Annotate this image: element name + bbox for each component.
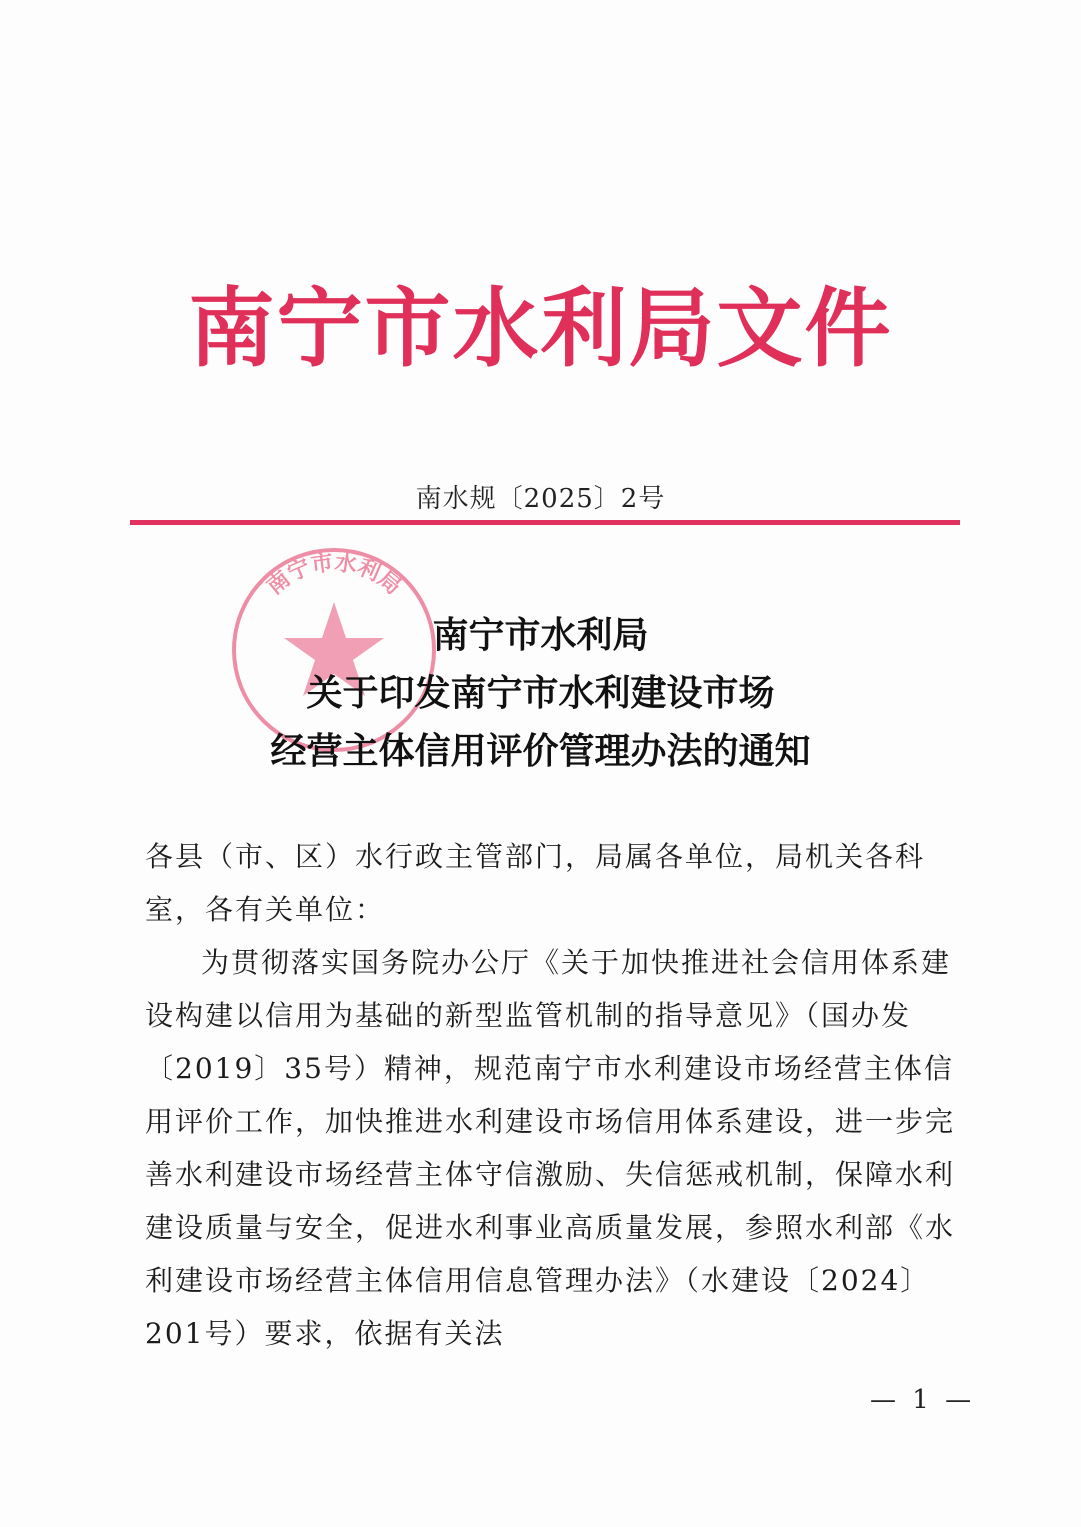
notice-title xyxy=(0,606,1081,780)
notice-title-line-1: 南宁市水利局 xyxy=(432,614,649,656)
red-divider-line xyxy=(130,520,960,525)
document-number: 南水规〔2025〕2号 xyxy=(415,484,666,514)
svg-text:南宁市水利局: 南宁市水利局 xyxy=(261,549,407,600)
document-body xyxy=(145,830,965,1360)
notice-title-line-2: 关于印发南宁市水利建设市场 xyxy=(306,672,775,714)
document-header-title: 南宁市水利局文件 xyxy=(188,278,893,379)
notice-title-line-3: 经营主体信用评价管理办法的通知 xyxy=(270,730,811,772)
page-number: — 1 — xyxy=(870,1385,976,1415)
addressee-line: 各县（市、区）水行政主管部门，局属各单位，局机关各科室，各有关单位： xyxy=(145,840,926,926)
body-paragraph: 为贯彻落实国务院办公厅《关于加快推进社会信用体系建设构建以信用为基础的新型监管机制的指导意见》（国办发〔2019〕35号）精神，规范南宁市水利建设市场经营主体信用评价工作，加快推进水利建设市场信用体系建设，进一步完善水利建设市场经营主体守信激励、失信惩戒机制，保障水利建设质量与安全，促进水利事业高质量发展，参照水利部《水利建设市场经营主体信用信息管理办法》（水建设〔2024〕201号）要求，依据有关法 xyxy=(145,946,956,1350)
